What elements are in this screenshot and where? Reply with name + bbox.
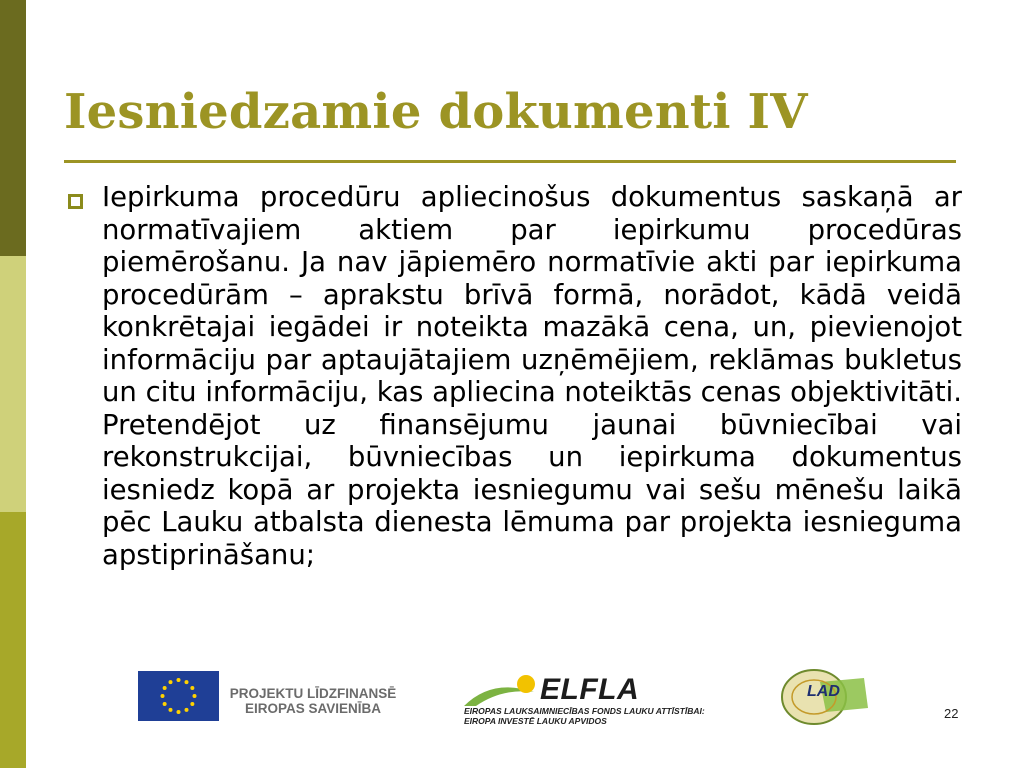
eu-star — [190, 686, 194, 690]
eu-star — [163, 702, 167, 706]
elfla-line-1: EIROPAS LAUKSAIMNIECĪBAS FONDS LAUKU ATTĪSTĪBAI: — [464, 706, 705, 716]
left-bar-light — [0, 256, 26, 512]
eu-star — [185, 680, 189, 684]
eu-star — [185, 708, 189, 712]
eu-star — [161, 694, 165, 698]
elfla-subtitle — [464, 706, 705, 726]
eu-line-1: PROJEKTU LĪDZFINANSĒ — [229, 686, 397, 701]
eu-star — [190, 702, 194, 706]
lad-name: LAD — [807, 683, 840, 700]
hollow-square-bullet-icon — [68, 194, 83, 209]
title-underline — [64, 160, 956, 163]
eu-star — [163, 686, 167, 690]
slide-title: Iesniedzamie dokumenti IV — [64, 84, 808, 140]
eu-star — [169, 708, 173, 712]
left-bar-olive — [0, 512, 26, 768]
eu-star — [193, 694, 197, 698]
bullet-text: Iepirkuma procedūru apliecinošus dokumentus saskaņā ar normatīvajiem aktiem par iepirkumu procedūras piemērošanu. Ja nav jāpiemēro normatīvie akti par iepirkuma procedūrām – aprakstu brīvā formā, norādot, kādā veidā konkrētajai iegādei ir noteikta mazākā cena, un, pievienojot informāciju par aptaujātajiem uzņēmējiem, reklāmas bukletus un citu informāciju, kas apliecina noteiktās cenas objektivitāti. Pretendējot uz finansējumu jaunai būvniecībai vai rekonstrukcijai, būvniecības un iepirkuma dokumentus iesniedz kopā ar projekta iesniegumu vai sešu mēnešu laikā pēc Lauku atbalsta dienesta lēmuma par projekta iesnieguma apstiprināšanu; — [102, 181, 962, 571]
eu-star — [177, 710, 181, 714]
eu-flag-icon — [138, 671, 219, 721]
eu-line-2: EIROPAS SAVIENĪBA — [244, 701, 382, 716]
left-bar-dark — [0, 0, 26, 256]
elfla-name: ELFLA — [540, 673, 640, 706]
eu-star — [177, 678, 181, 682]
page-number: 22 — [944, 706, 959, 721]
eu-star — [169, 680, 173, 684]
elfla-line-2: EIROPA INVESTĒ LAUKU APVIDOS — [464, 716, 607, 726]
eu-cofinance-text — [228, 686, 398, 716]
